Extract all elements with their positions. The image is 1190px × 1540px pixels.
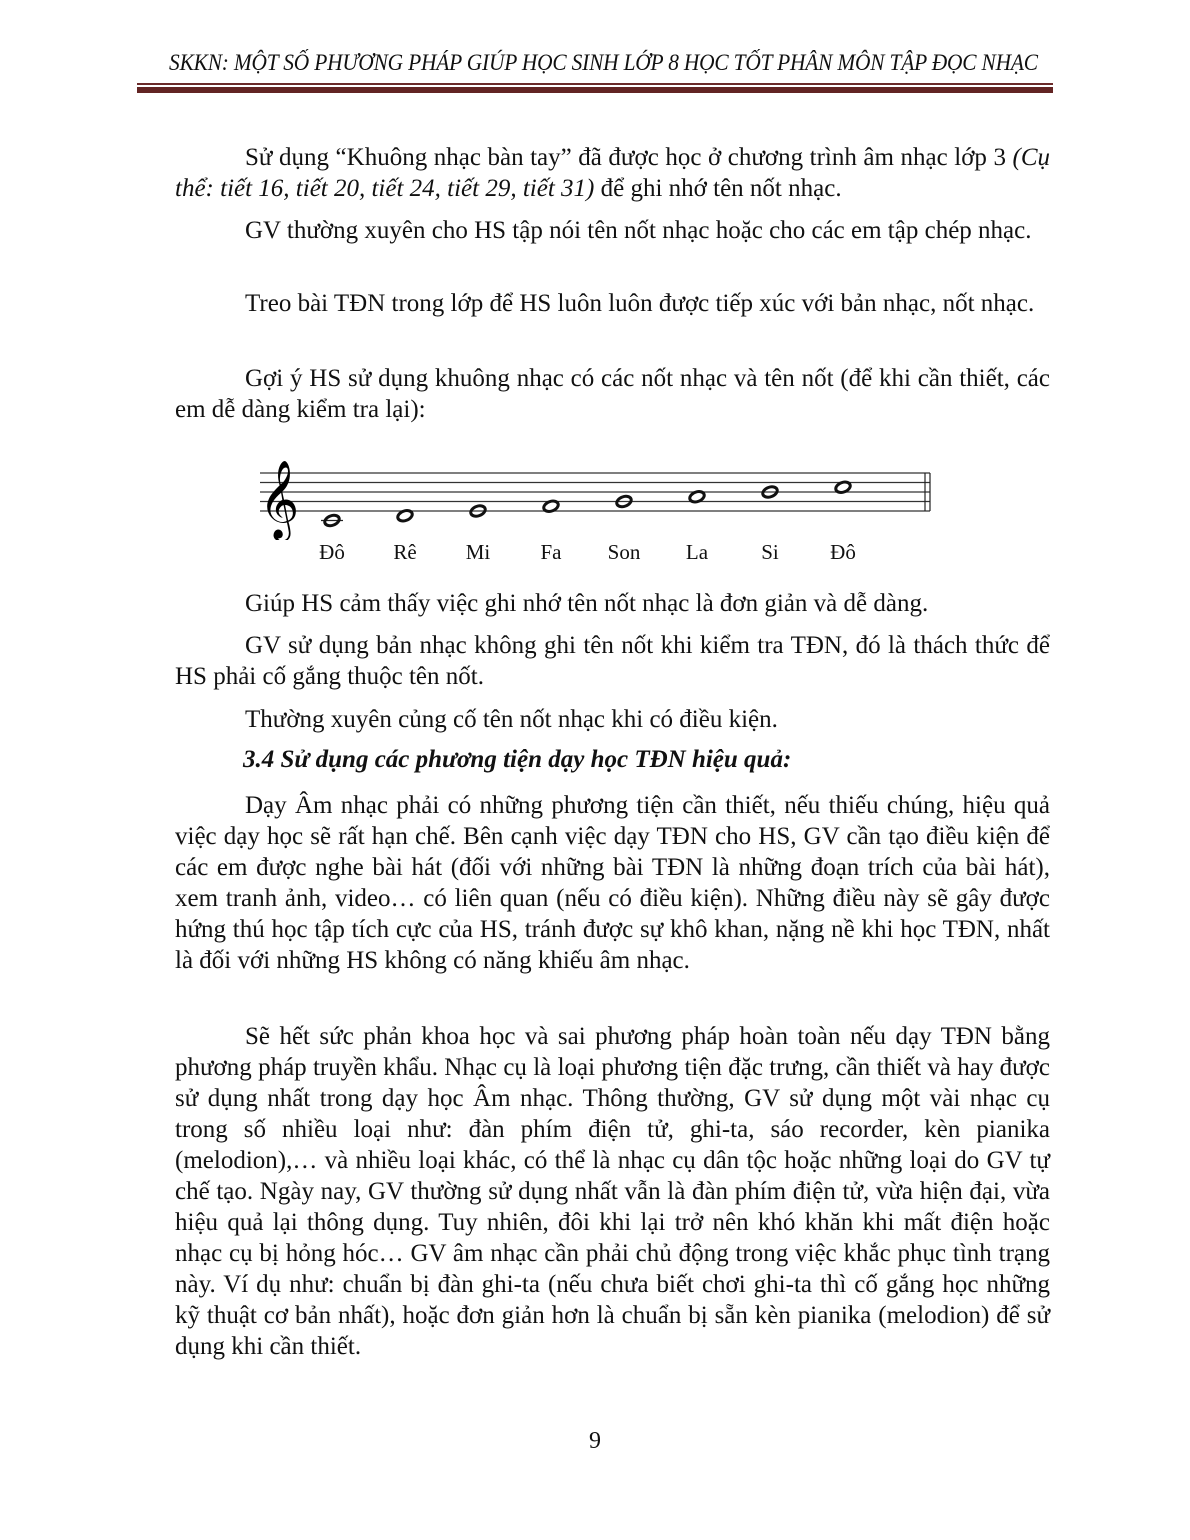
note-label: Mi [465, 540, 491, 564]
paragraph-4: Gợi ý HS sử dụng khuông nhạc có các nốt nhạc và tên nốt (để khi cần thiết, các em dễ dàng kiểm tra lại): [175, 365, 1050, 423]
note-label: Son [607, 540, 641, 564]
whole-note [321, 513, 343, 527]
note-label: La [685, 540, 709, 564]
note-heads [321, 480, 852, 527]
paragraph-2: GV thường xuyên cho HS tập nói tên nốt nhạc hoặc cho các em tập chép nhạc. [245, 217, 1032, 244]
note-label: Đô [319, 540, 345, 564]
staff-svg [255, 450, 955, 540]
section-heading-3-4: 3.4 Sử dụng các phương tiện dạy học TĐN hiệu quả: [243, 746, 792, 773]
paragraph-3: Treo bài TĐN trong lớp để HS luôn luôn được tiếp xúc với bản nhạc, nốt nhạc. [245, 290, 1035, 317]
note-label: Rê [393, 540, 417, 564]
note-label: Đô [830, 540, 856, 564]
paragraph-6: GV sử dụng bản nhạc không ghi tên nốt khi kiểm tra TĐN, đó là thách thức để HS phải cố gắng thuộc tên nốt. [175, 632, 1050, 690]
treble-clef-icon: 𝄞 [259, 460, 300, 539]
page-number: 9 [589, 1428, 601, 1454]
staff-lines [260, 473, 930, 511]
paragraph-7: Thường xuyên củng cố tên nốt nhạc khi có điều kiện. [245, 706, 778, 733]
note-label: Si [761, 540, 779, 564]
header-rule-thin [137, 83, 1053, 85]
paragraph-1 [175, 142, 1050, 204]
paragraph-8: Dạy Âm nhạc phải có những phương tiện cần thiết, nếu thiếu chúng, hiệu quả việc dạy học sẽ rất hạn chế. Bên cạnh việc dạy TĐN cho HS, GV cần tạo điều kiện để các em được nghe bài hát (đối với những bài TĐN là những đoạn trích của bài hát), xem tranh ảnh, video… có liên quan (nếu có điều kiện). Những điều này sẽ gây được hứng thú học tập tích cực của HS, tránh được sự khô khan, nặng nề khi học TĐN, nhất là đối với những HS không có năng khiếu âm nhạc. [175, 792, 1050, 974]
running-header: SKKN: MỘT SỐ PHƯƠNG PHÁP GIÚP HỌC SINH LỚP 8 HỌC TỐT PHÂN MÔN TẬP ĐỌC NHẠC [169, 50, 1038, 75]
note-label: Fa [540, 540, 562, 564]
paragraph-1-text-b: để ghi nhớ tên nốt nhạc. [594, 175, 842, 202]
paragraph-1-italic: (Cụ thể: tiết 16, tiết 20, tiết 24, tiết 29, tiết 31) [175, 144, 1050, 202]
paragraph-9: Sẽ hết sức phản khoa học và sai phương pháp hoàn toàn nếu dạy TĐN bằng phương pháp truyền khẩu. Nhạc cụ là loại phương tiện đặc trưng, cần thiết và hay được sử dụng nhất trong dạy học Âm nhạc. Thông thường, GV sử dụng một vài nhạc cụ trong số nhiều loại như: đàn phím điện tử, ghi-ta, sáo recorder, kèn pianika (melodion),… và nhiều loại khác, có thể là nhạc cụ dân tộc hoặc những loại do GV tự chế tạo. Ngày nay, GV thường sử dụng nhất vẫn là đàn phím điện tử, vừa hiện đại, vừa hiệu quả lại thông dụng. Tuy nhiên, đôi khi lại trở nên khó khăn khi mất điện hoặc nhạc cụ bị hỏng hóc… GV âm nhạc cần phải chủ động trong việc khắc phục tình trạng này. Ví dụ như: chuẩn bị đàn ghi-ta (nếu chưa biết chơi ghi-ta thì cố gắng học những kỹ thuật cơ bản nhất), hoặc đơn giản hơn là chuẩn bị sẵn kèn pianika (melodion) để sử dụng khi cần thiết. [175, 1023, 1050, 1360]
header-rule-thick [137, 87, 1053, 93]
paragraph-5: Giúp HS cảm thấy việc ghi nhớ tên nốt nhạc là đơn giản và dễ dàng. [245, 590, 929, 617]
paragraph-1-text-a: Sử dụng “Khuông nhạc bàn tay” đã được học ở chương trình âm nhạc lớp 3 [245, 144, 1013, 171]
